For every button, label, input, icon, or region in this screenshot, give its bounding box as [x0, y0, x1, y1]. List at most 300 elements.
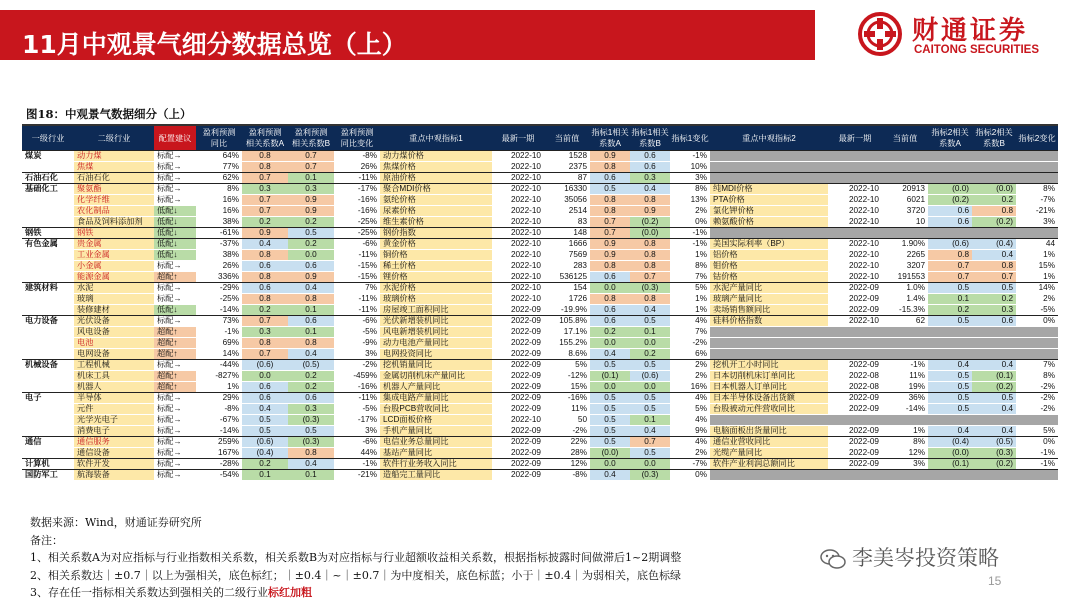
table-cell-c2: 1% — [1043, 250, 1055, 259]
table-cell-a2: 0.4 — [928, 360, 972, 371]
table-cell-b1: 0.0 — [630, 382, 670, 393]
table-cell-cfg: 标配→ — [157, 448, 182, 457]
table-cell-v1: 2375 — [568, 162, 587, 171]
table-row — [22, 151, 1058, 162]
table-cell-a2 — [928, 151, 972, 162]
table-cell-ey: -37% — [196, 239, 242, 250]
table-cell-ey: -67% — [219, 415, 239, 424]
table-cell-d1: 2022-10 — [492, 239, 544, 250]
table-cell-i2 — [710, 173, 828, 184]
column-header: 盈利预测 相关系数B — [288, 126, 334, 151]
table-cell-ea: 0.2 — [242, 217, 288, 228]
table-cell-a2: 0.2 — [928, 305, 972, 316]
table-cell-i2: 日本切削机床订单同比 — [710, 371, 828, 382]
table-cell-ind1 — [22, 217, 74, 228]
table-cell-d2 — [828, 228, 882, 239]
remark-label: 备注： — [30, 533, 63, 547]
table-cell-c1: 1% — [695, 305, 707, 314]
table-cell-a2: 0.5 — [928, 404, 972, 415]
table-cell-d1: 2022-10 — [492, 228, 544, 239]
table-cell-b2 — [972, 151, 1016, 162]
table-cell-c1: -1% — [670, 151, 710, 162]
table-cell-b2: (0.1) — [972, 371, 1016, 382]
note-3-text: 3、存在任一指标相关系数达到强相关的二级行业 — [30, 586, 268, 599]
table-cell-cfg: 标配→ — [157, 426, 182, 435]
meso-data-table — [22, 126, 1058, 480]
table-cell-a2: 0.6 — [928, 206, 972, 217]
table-cell-i2: 通信业营收同比 — [710, 437, 828, 448]
table-cell-v2: 1.0% — [882, 283, 928, 294]
table-cell-ind1 — [22, 382, 74, 393]
table-cell-d2 — [828, 338, 882, 349]
table-cell-b2: 0.8 — [972, 206, 1016, 217]
table-cell-c1: 1% — [695, 294, 707, 303]
table-cell-b2: 0.4 — [972, 250, 1016, 261]
table-cell-ec: -2% — [334, 360, 380, 371]
column-header: 一级行业 — [22, 126, 74, 151]
table-cell-a1: 0.9 — [590, 151, 630, 162]
table-cell-ind1 — [22, 404, 74, 415]
table-row — [22, 349, 1058, 360]
table-cell-cfg: 超配↑ — [154, 327, 196, 338]
table-cell-b2 — [972, 173, 1016, 184]
table-cell-c2: -7% — [1040, 195, 1055, 204]
table-cell-a1: 0.8 — [590, 195, 630, 206]
data-table-container — [22, 126, 1058, 480]
table-cell-ea: 0.8 — [242, 151, 288, 162]
table-cell-v2: 3720 — [906, 206, 925, 215]
table-cell-a1: 0.0 — [590, 382, 630, 393]
table-cell-cfg: 标配→ — [154, 393, 196, 404]
table-cell-v2 — [882, 162, 928, 173]
table-cell-c2 — [1016, 151, 1058, 162]
table-cell-i1: 电信业务总量同比 — [380, 437, 492, 448]
table-cell-ey: 259% — [196, 437, 242, 448]
table-cell-eb: 0.4 — [288, 459, 334, 470]
table-cell-ec: 3% — [365, 426, 377, 435]
table-cell-ea: 0.7 — [242, 206, 288, 217]
table-cell-d2: 2022-10 — [828, 239, 882, 250]
table-cell-cfg: 超配↑ — [154, 338, 196, 349]
table-cell-c2 — [1016, 349, 1058, 360]
table-cell-c2: -2% — [1040, 404, 1055, 413]
table-cell-v1: 283 — [573, 261, 587, 270]
table-cell-a1: 0.7 — [590, 217, 630, 228]
table-cell-a2: 0.5 — [928, 371, 972, 382]
table-cell-eb: 0.8 — [288, 338, 334, 349]
table-cell-b2 — [972, 162, 1016, 173]
table-cell-d1: 2022-09 — [492, 360, 544, 371]
table-cell-v1: 87 — [544, 173, 590, 184]
table-cell-i1: 原油价格 — [380, 173, 492, 184]
table-cell-b1: (0.3) — [630, 283, 670, 294]
table-cell-i2: 卖场销售额同比 — [710, 305, 828, 316]
note-2: 2、相关系数达｜±0.7｜以上为强相关，底色标红；｜±0.4｜~｜±0.7｜为中度相关，底色标蓝；小于｜±0.4｜为弱相关，底色标绿 — [30, 568, 682, 582]
table-cell-v1: -2% — [572, 426, 587, 435]
table-cell-ea: (0.4) — [242, 448, 288, 459]
table-cell-b2 — [972, 415, 1016, 426]
table-cell-d1: 2022-10 — [492, 151, 544, 162]
table-cell-ea: 0.2 — [242, 305, 288, 316]
table-row — [22, 217, 1058, 228]
table-cell-ec: -16% — [357, 195, 377, 204]
table-cell-eb: 0.6 — [288, 316, 334, 327]
table-cell-i1: 焦煤价格 — [380, 162, 492, 173]
table-cell-v1: 35056 — [564, 195, 587, 204]
table-cell-cfg: 标配→ — [157, 404, 182, 413]
table-cell-cfg: 标配→ — [157, 195, 182, 204]
table-cell-v1: 12% — [544, 459, 590, 470]
table-cell-d2 — [828, 349, 882, 360]
table-cell-v2: 6021 — [906, 195, 925, 204]
table-cell-a1: 0.9 — [590, 250, 630, 261]
table-row — [22, 327, 1058, 338]
table-cell-ind2: 机床工具 — [74, 371, 154, 382]
table-cell-d2: 2022-09 — [848, 426, 879, 435]
table-cell-ea: 0.6 — [242, 393, 288, 404]
table-cell-ey: 77% — [222, 162, 239, 171]
table-cell-eb: 0.2 — [288, 239, 334, 250]
table-cell-i2: 钴价格 — [710, 272, 828, 283]
table-cell-i2: 赖氨酸价格 — [710, 217, 828, 228]
table-cell-d1: 2022-09 — [492, 459, 544, 470]
table-cell-v2 — [882, 173, 928, 184]
table-cell-c2: 3% — [1043, 217, 1055, 226]
column-header: 指标1变化 — [670, 126, 710, 151]
table-cell-ea: 0.5 — [242, 426, 288, 437]
table-cell-ec: -15% — [357, 272, 377, 281]
table-row — [22, 316, 1058, 327]
table-row — [22, 415, 1058, 426]
column-header: 重点中观指标2 — [710, 126, 828, 151]
table-cell-ec: -1% — [334, 459, 380, 470]
table-cell-cfg: 超配↑ — [154, 382, 196, 393]
table-cell-ind2: 风电设备 — [74, 327, 154, 338]
table-cell-cfg: 低配↓ — [154, 239, 196, 250]
table-cell-v1: 5% — [544, 360, 590, 371]
table-cell-b2: 0.4 — [972, 426, 1016, 437]
table-cell-v1: 50 — [577, 415, 587, 424]
table-cell-d1: 2022-09 — [510, 338, 541, 347]
table-cell-d2: 2022-10 — [848, 206, 879, 215]
table-cell-ey: -14% — [219, 426, 239, 435]
table-cell-ea: 0.3 — [242, 184, 288, 195]
table-cell-a2 — [928, 173, 972, 184]
table-cell-c2 — [1016, 470, 1058, 481]
table-cell-ey: 38% — [222, 217, 239, 226]
table-cell-b1: 0.5 — [630, 316, 670, 327]
logo-text-cn: 财通证券 — [912, 16, 1029, 46]
table-cell-d2: 2022-09 — [828, 437, 882, 448]
notes-block — [30, 514, 681, 602]
table-cell-b2: 0.5 — [972, 393, 1016, 404]
table-cell-i1: 台股PCB营收同比 — [380, 404, 492, 415]
table-cell-i1: 钢价指数 — [380, 228, 492, 239]
table-cell-c1: -2% — [692, 338, 707, 347]
table-cell-c1: -1% — [670, 239, 710, 250]
table-cell-d2 — [828, 327, 882, 338]
table-cell-ind1 — [22, 206, 74, 217]
column-header: 二级行业 — [74, 126, 154, 151]
table-cell-i2: 铝价格 — [710, 250, 828, 261]
table-cell-i1: 机器人产量同比 — [380, 382, 492, 393]
table-cell-b2: (0.4) — [972, 239, 1016, 250]
table-cell-c1: 8% — [695, 261, 707, 270]
table-cell-ey: 167% — [218, 448, 239, 457]
table-cell-v1: 155.2% — [559, 338, 587, 347]
table-row — [22, 173, 1058, 184]
table-cell-ind2: 工业金属 — [74, 250, 154, 261]
table-cell-cfg: 超配↑ — [154, 272, 196, 283]
table-cell-ec: -11% — [334, 173, 380, 184]
table-cell-v2: 3207 — [906, 261, 925, 270]
logo-text-en: CAITONG SECURITIES — [914, 44, 1040, 56]
table-cell-ind1 — [22, 338, 74, 349]
table-cell-b1: 0.8 — [630, 239, 670, 250]
table-cell-ec: 7% — [334, 283, 380, 294]
table-cell-ind1: 建筑材料 — [22, 283, 74, 294]
table-cell-ind1 — [22, 371, 74, 382]
table-cell-i1: 维生素价格 — [380, 217, 492, 228]
table-cell-c1: 2% — [695, 206, 707, 215]
table-cell-d1: 2022-09 — [510, 305, 541, 314]
table-cell-ind2: 通信服务 — [74, 437, 154, 448]
table-cell-d2 — [828, 162, 882, 173]
table-cell-ind1 — [22, 349, 74, 360]
table-cell-ea: 0.4 — [242, 404, 288, 415]
table-cell-ind2: 通信设备 — [74, 448, 154, 459]
table-cell-a1: 0.5 — [590, 426, 630, 437]
table-cell-a2: (0.1) — [928, 459, 972, 470]
table-cell-cfg: 低配↓ — [154, 305, 196, 316]
table-cell-a2: 0.1 — [928, 294, 972, 305]
table-cell-a2: (0.2) — [928, 195, 972, 206]
table-cell-c1: 5% — [670, 283, 710, 294]
table-row — [22, 459, 1058, 470]
table-cell-c2: -2% — [1016, 393, 1058, 404]
table-cell-eb: 0.9 — [288, 272, 334, 283]
table-cell-i1: 房屋竣工面积同比 — [380, 305, 492, 316]
table-cell-ey: 8% — [196, 184, 242, 195]
table-cell-i1: 造船完工量同比 — [380, 470, 492, 481]
table-cell-b1: 0.2 — [630, 349, 670, 360]
column-header: 盈利预测 同比 — [196, 126, 242, 151]
table-cell-c2: 8% — [1016, 184, 1058, 195]
table-cell-a2: 0.5 — [928, 393, 972, 404]
watermark — [820, 542, 999, 572]
table-cell-ec: -6% — [334, 239, 380, 250]
table-cell-c1: 2% — [695, 371, 707, 380]
table-cell-eb: 0.0 — [288, 250, 334, 261]
table-row — [22, 261, 1058, 272]
note-3 — [30, 584, 681, 602]
table-cell-v1: 28% — [570, 448, 587, 457]
table-cell-v1: 2514 — [568, 206, 587, 215]
column-header: 指标2相关 系数B — [972, 126, 1016, 151]
table-cell-b1: (0.6) — [630, 371, 670, 382]
table-cell-v1: 148 — [544, 228, 590, 239]
table-cell-b1: 0.9 — [630, 206, 670, 217]
table-cell-i2 — [710, 349, 828, 360]
table-cell-c2: 1% — [1043, 272, 1055, 281]
table-cell-ind2: 机器人 — [74, 382, 154, 393]
table-cell-b1: 0.0 — [630, 338, 670, 349]
table-cell-cfg: 标配→ — [154, 151, 196, 162]
table-cell-c2: 14% — [1016, 283, 1058, 294]
table-cell-v1: 1528 — [544, 151, 590, 162]
table-cell-ind2: 化学纤维 — [74, 195, 154, 206]
table-cell-ey: 336% — [218, 272, 239, 281]
table-cell-ec: -6% — [334, 437, 380, 448]
table-cell-c1: 4% — [670, 316, 710, 327]
table-cell-a1: 0.5 — [590, 184, 630, 195]
watermark-text: 李美岑投资策略 — [852, 546, 999, 570]
table-cell-b1: 0.4 — [630, 184, 670, 195]
table-cell-ey: 16% — [222, 195, 239, 204]
table-cell-a1: 0.0 — [590, 459, 630, 470]
table-row — [22, 184, 1058, 195]
table-cell-v2: 11% — [909, 371, 925, 380]
table-cell-eb: 0.9 — [288, 195, 334, 206]
table-cell-b1: 0.5 — [630, 448, 670, 459]
table-cell-b2: 0.5 — [972, 283, 1016, 294]
table-cell-c2 — [1016, 228, 1058, 239]
table-cell-a1: 0.8 — [590, 162, 630, 173]
table-cell-d1: 2022-10 — [510, 195, 541, 204]
table-cell-a2 — [928, 338, 972, 349]
table-cell-ey: -61% — [196, 228, 242, 239]
table-cell-a2: 0.5 — [928, 382, 972, 393]
table-cell-c1: 5% — [695, 404, 707, 413]
column-header: 配置建议 — [154, 126, 196, 151]
table-cell-ind1: 通信 — [22, 437, 74, 448]
column-header: 指标1相关 系数A — [590, 126, 630, 151]
table-cell-b2: (0.5) — [972, 437, 1016, 448]
table-cell-c1: 1% — [695, 250, 707, 259]
table-cell-ind2: 电网设备 — [74, 349, 154, 360]
table-cell-eb: 0.4 — [288, 349, 334, 360]
table-cell-ind2: 贵金属 — [74, 239, 154, 250]
table-cell-cfg: 低配↓ — [154, 250, 196, 261]
table-cell-c2 — [1016, 415, 1058, 426]
table-cell-a2: (0.0) — [928, 184, 972, 195]
table-cell-b2 — [972, 327, 1016, 338]
table-cell-ind1 — [22, 426, 74, 437]
table-cell-ea: (0.6) — [242, 360, 288, 371]
table-cell-i1: 风电新增装机同比 — [380, 327, 492, 338]
table-cell-eb: 0.7 — [288, 151, 334, 162]
table-cell-ind2: 动力煤 — [74, 151, 154, 162]
table-cell-b2: 0.4 — [972, 404, 1016, 415]
table-cell-b1: 0.4 — [630, 426, 670, 437]
table-cell-v1: 536125 — [559, 272, 587, 281]
table-cell-ea: 0.8 — [242, 338, 288, 349]
table-cell-i2 — [710, 415, 828, 426]
table-cell-a1: 0.5 — [590, 393, 630, 404]
table-cell-ea: 0.8 — [242, 250, 288, 261]
table-cell-ea: 0.7 — [242, 349, 288, 360]
table-cell-ind2: 航海装备 — [74, 470, 154, 481]
table-row — [22, 393, 1058, 404]
table-cell-eb: 0.2 — [288, 382, 334, 393]
table-cell-ec: -21% — [334, 470, 380, 481]
table-cell-i2: 硅料价格指数 — [710, 316, 828, 327]
table-cell-a1: 0.7 — [590, 228, 630, 239]
table-cell-i2: 水泥产量同比 — [710, 283, 828, 294]
table-cell-v2: 36% — [882, 393, 928, 404]
table-cell-i2: 氯化钾价格 — [710, 206, 828, 217]
table-cell-ey: -54% — [196, 470, 242, 481]
table-cell-c1: 13% — [690, 195, 707, 204]
table-cell-a2: (0.4) — [928, 437, 972, 448]
table-cell-c1: 7% — [695, 327, 707, 336]
table-cell-a1: 0.6 — [590, 272, 630, 283]
table-cell-c2: 8% — [1043, 371, 1055, 380]
table-cell-d1: 2022-09 — [510, 327, 541, 336]
table-cell-cfg: 标配→ — [154, 360, 196, 371]
table-cell-v2: 1.4% — [906, 294, 925, 303]
table-cell-b2: (0.3) — [972, 448, 1016, 459]
table-cell-a2 — [928, 415, 972, 426]
table-cell-d1: 2022-09 — [510, 448, 541, 457]
table-cell-v1: 22% — [544, 437, 590, 448]
table-cell-v1: -19.9% — [561, 305, 587, 314]
table-cell-v1: 1726 — [568, 294, 587, 303]
table-cell-v2 — [882, 327, 928, 338]
table-cell-ec: -16% — [357, 206, 377, 215]
table-cell-d1: 2022-10 — [510, 261, 541, 270]
table-row — [22, 162, 1058, 173]
table-cell-eb: 0.6 — [288, 261, 334, 272]
table-cell-a1: (0.1) — [590, 371, 630, 382]
table-row — [22, 360, 1058, 371]
table-cell-b1: 0.1 — [630, 327, 670, 338]
table-cell-ea: 0.9 — [242, 228, 288, 239]
table-cell-ind2: 聚氨酯 — [74, 184, 154, 195]
table-cell-i2: 日本机器人订单同比 — [710, 382, 828, 393]
table-cell-d1: 2022-10 — [492, 173, 544, 184]
table-cell-a1: 0.0 — [590, 283, 630, 294]
table-cell-ind1 — [22, 305, 74, 316]
table-cell-a2 — [928, 162, 972, 173]
table-cell-v1: 8.6% — [568, 349, 587, 358]
table-cell-c1: 0% — [670, 470, 710, 481]
table-cell-c1: 8% — [670, 184, 710, 195]
table-cell-d2 — [828, 415, 882, 426]
table-cell-a2: (0.0) — [928, 448, 972, 459]
table-cell-ey: 38% — [222, 250, 239, 259]
table-cell-v2: 191553 — [897, 272, 925, 281]
table-cell-v1: 16330 — [544, 184, 590, 195]
table-cell-ey: -28% — [196, 459, 242, 470]
table-cell-v2 — [882, 338, 928, 349]
table-cell-eb: 0.5 — [288, 228, 334, 239]
table-row — [22, 371, 1058, 382]
table-cell-d1: 2022-10 — [510, 415, 541, 424]
table-cell-b1: 0.5 — [630, 360, 670, 371]
table-cell-i1: 锂价格 — [380, 272, 492, 283]
table-cell-ind2: 石油石化 — [74, 173, 154, 184]
table-row — [22, 404, 1058, 415]
table-cell-d2: 2022-10 — [848, 261, 879, 270]
table-cell-ind2: 半导体 — [74, 393, 154, 404]
table-cell-eb: 0.2 — [288, 217, 334, 228]
table-cell-i2 — [710, 151, 828, 162]
table-row — [22, 283, 1058, 294]
table-cell-ey: -1% — [224, 327, 239, 336]
table-cell-ey: 73% — [196, 316, 242, 327]
table-cell-a1: 0.8 — [590, 206, 630, 217]
